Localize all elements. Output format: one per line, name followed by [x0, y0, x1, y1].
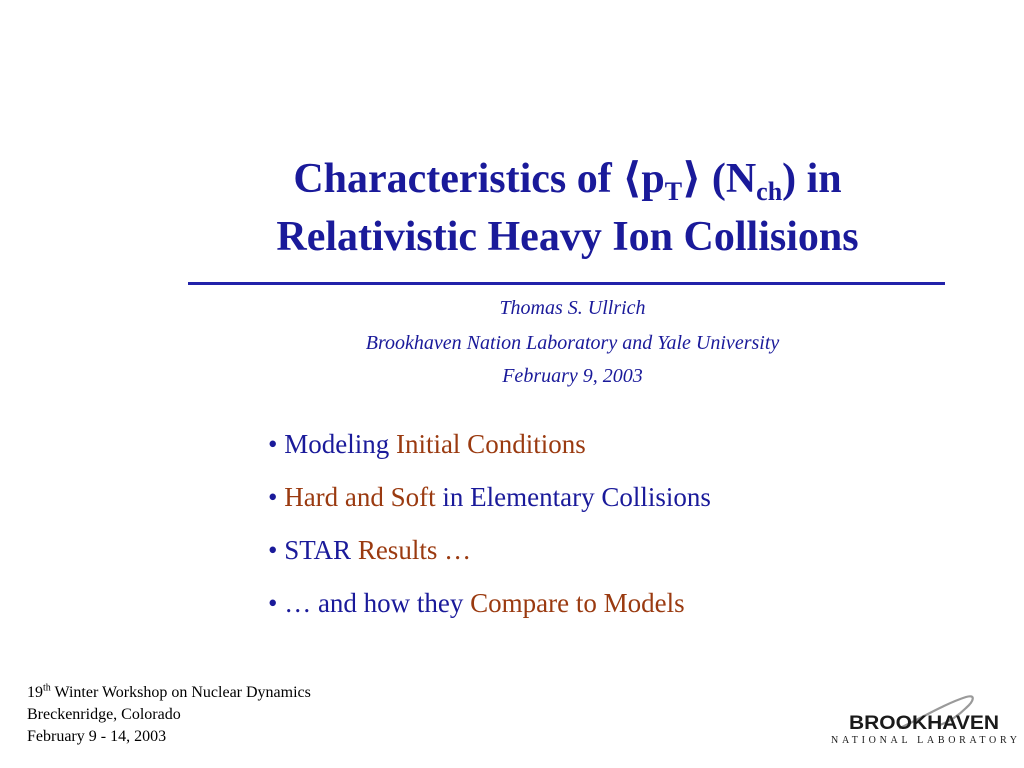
title-line-1: Characteristics of $⟨p_T⟩$ $(N_{ch})$ in	[293, 156, 842, 206]
bullet-glyph: •	[268, 588, 278, 618]
logo-subtitle: NATIONAL LABORATORY	[831, 735, 1017, 746]
outline-item: • … and how they Compare to Models	[268, 588, 685, 618]
logo-name: BROOKHAVEN	[849, 713, 999, 734]
workshop-location: Breckenridge, Colorado	[27, 706, 181, 723]
author-name: Thomas S. Ullrich	[499, 297, 646, 319]
title-divider	[188, 282, 945, 285]
outline-item: • Modeling Initial Conditions	[268, 429, 586, 459]
workshop-dates: February 9 - 14, 2003	[27, 728, 167, 745]
presentation-date: February 9, 2003	[502, 365, 643, 387]
outline-item: • STAR Results …	[268, 535, 472, 565]
author-affiliation: Brookhaven Nation Laboratory and Yale University	[365, 332, 780, 354]
outline-item: • Hard and Soft in Elementary Collisions	[268, 482, 711, 512]
slide-title	[190, 150, 945, 266]
angle-bracket-open: ⟨	[622, 156, 642, 202]
brookhaven-logo	[826, 692, 1021, 752]
bullet-glyph: •	[268, 535, 278, 565]
bullet-glyph: •	[268, 429, 278, 459]
workshop-info	[27, 682, 311, 748]
outline-list	[268, 418, 711, 630]
angle-bracket-close: ⟩	[682, 156, 702, 202]
title-line-2: Relativistic Heavy Ion Collisions	[276, 214, 859, 260]
workshop-title: 19th Winter Workshop on Nuclear Dynamics	[27, 682, 311, 701]
bullet-glyph: •	[268, 482, 278, 512]
